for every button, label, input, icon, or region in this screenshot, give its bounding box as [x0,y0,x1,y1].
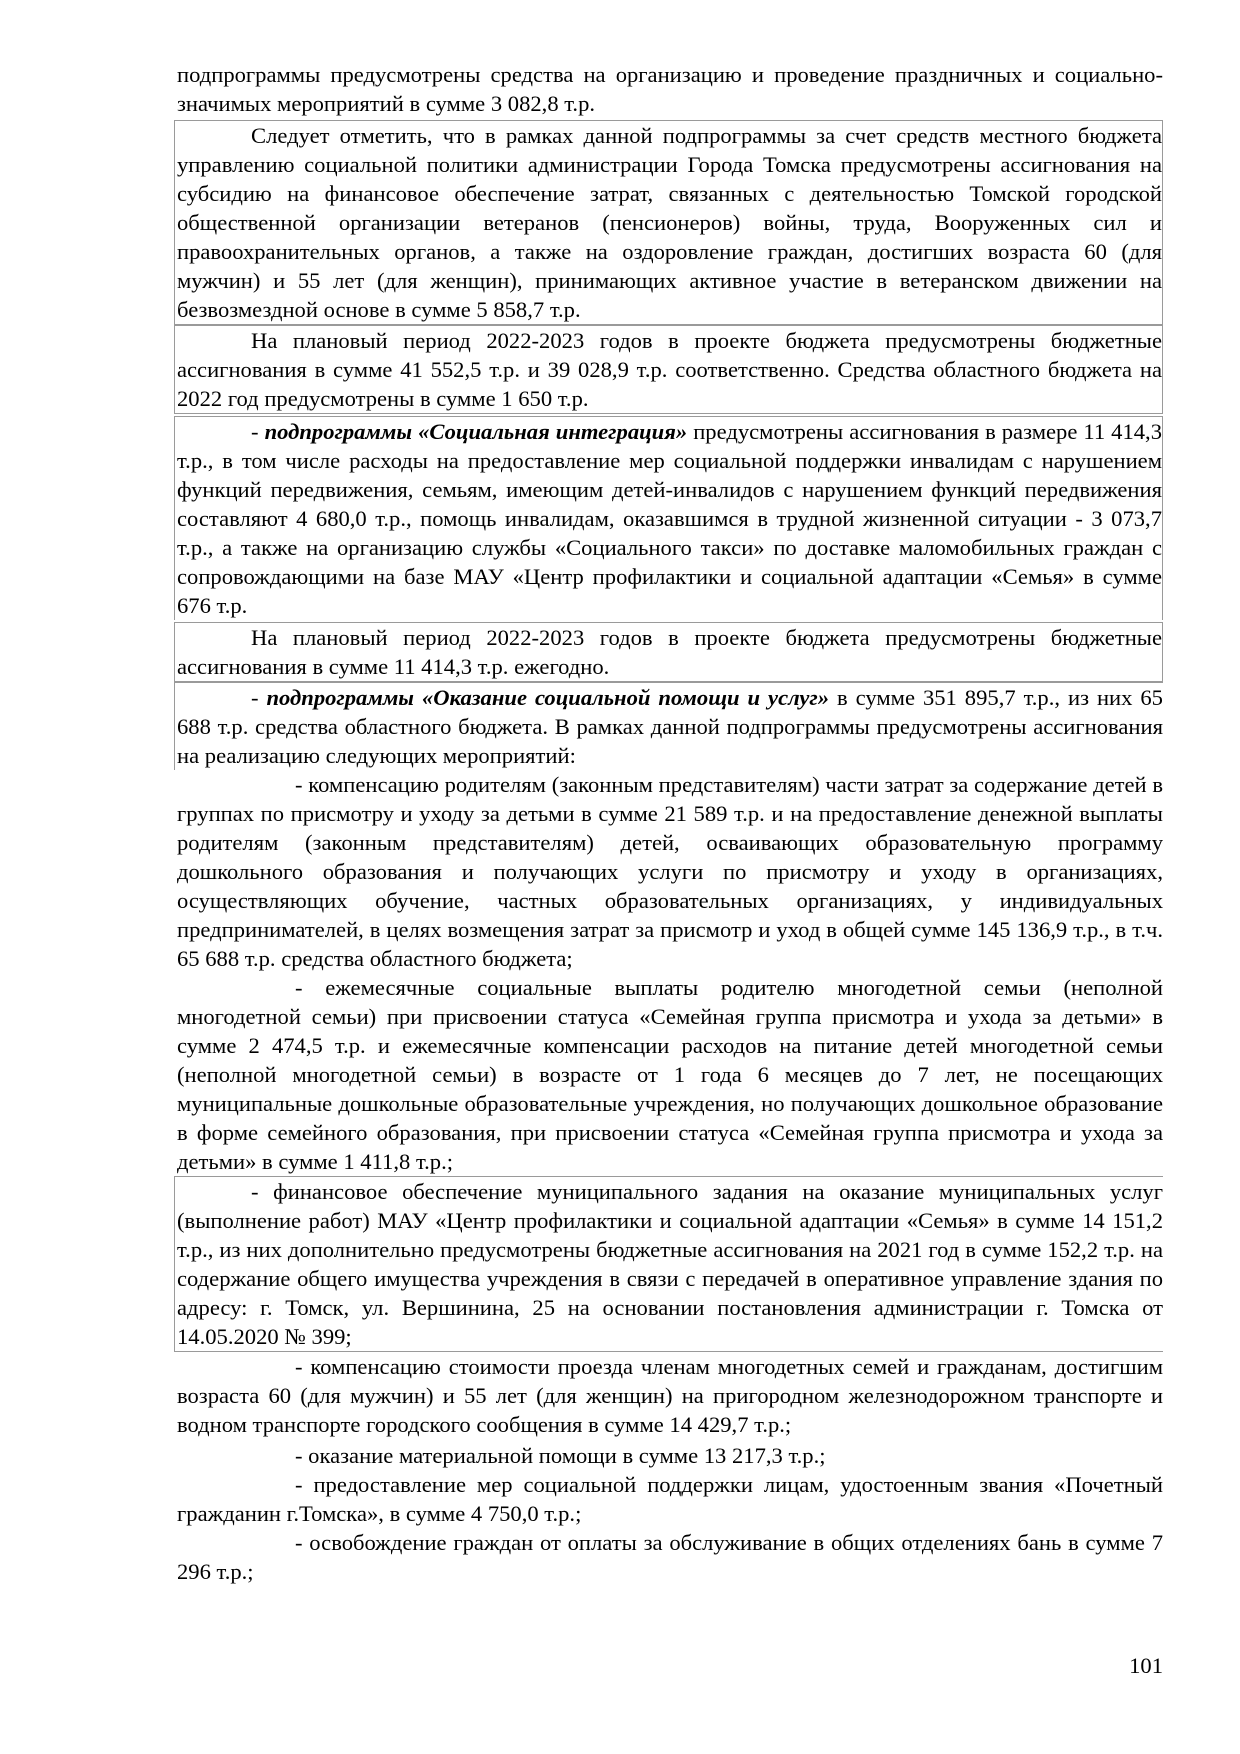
list-item-municipal-task: - финансовое обеспечение муниципального задания на оказание муниципальных услуг (выполнение работ) МАУ «Центр профилактики и социальной адаптации «Семья» в сумме 14 151,2 т.р., из них дополнительно предусмотрены бюджетные ассигнования на 2021 год в сумме 152,2 т.р. на содержание общего имущества учреждения в связи с передачей в оперативное управление здания по адресу: г. Томск, ул. Вершинина, 25 на основании постановления администрации г. Томска от 14.05.2020 № 399; [174,1176,1163,1352]
subprogram-title-social-integration: подпрограммы «Социальная интеграция» [264,419,688,444]
list-item-travel-compensation: - компенсацию стоимости проезда членам многодетных семей и гражданам, достигшим возраста 60 (для мужчин) и 55 лет (для женщин) на пригородном железнодорожном транспорте и водном транспорте городского сообщения в сумме 14 429,7 т.р.; [177,1354,1163,1437]
paragraph-veterans-subsidy: Следует отметить, что в рамках данной подпрограммы за счет средств местного бюджета управлению социальной политики администрации Города Томска предусмотрены ассигнования на субсидию на финансовое обеспечение затрат, связанных с деятельностью Томской городской общественной организации ветеранов (пенсионеров) войны, труда, Вооруженных сил и правоохранительных органов, а также на оздоровление граждан, достигших возраста 60 (для мужчин) и 55 лет (для женщин), принимающих активное участие в ветеранском движении на безвозмездной основе в сумме 5 858,7 т.р. [174,120,1163,325]
paragraph-social-integration [174,416,1163,620]
list-item-material-help: - оказание материальной помощи в сумме 13 217,3 т.р.; [295,1443,826,1468]
paragraph-text: в сумме 351 895,7 т.р., из них 65 688 т.р. средства областного бюджета. В рамках данной подпрограммы предусмотрены ассигнования на реализацию следующих мероприятий: [177,685,1163,768]
list-dash: - [251,685,267,710]
subprogram-title-social-help: подпрограммы «Оказание социальной помощи и услуг» [266,685,830,710]
page-number: 101 [1129,1653,1163,1678]
paragraph-1: подпрограммы предусмотрены средства на организацию и проведение праздничных и социально-значимых мероприятий в сумме 3 082,8 т.р. [177,62,1163,116]
list-item-monthly-payments: - ежемесячные социальные выплаты родителю многодетной семьи (неполной многодетной семьи) при присвоении статуса «Семейная группа присмотра и ухода за детьми» в сумме 2 474,5 т.р. и ежемесячные компенсации расходов на питание детей многодетной семьи (неполной многодетной семьи) в возрасте от 1 года 6 месяцев до 7 лет, не посещающих муниципальные дошкольные образовательные учреждения, но получающих дошкольное образование в форме семейного образования, при присвоении статуса «Семейная группа присмотра и ухода за детьми» в сумме 1 411,8 т.р.; [177,975,1163,1174]
list-dash: - [251,419,265,444]
list-item-parent-compensation: - компенсацию родителям (законным представителям) части затрат за содержание детей в группах по присмотру и уходу за детьми в сумме 21 589 т.р. и на предоставление денежной выплаты родителям (законным представителям) детей, осваивающих образовательную программу дошкольного образования и получающих услуги по присмотру и уходу в организациях, осуществляющих обучение, частных образовательных организациях, у индивидуальных предпринимателей, в целях возмещения затрат за присмотр и уход в общей сумме 145 136,9 т.р., в т.ч. 65 688 т.р. средства областного бюджета; [177,772,1163,971]
paragraph-social-help [174,682,1163,770]
list-item-bath-exemption: - освобождение граждан от оплаты за обслуживание в общих отделениях бань в сумме 7 296 т.р.; [177,1530,1163,1584]
document-body [177,60,1163,1586]
list-item-honorary-citizen: - предоставление мер социальной поддержки лицам, удостоенным звания «Почетный гражданин г.Томска», в сумме 4 750,0 т.р.; [177,1472,1163,1526]
paragraph-planning-period-2: На плановый период 2022-2023 годов в проекте бюджета предусмотрены бюджетные ассигнования в сумме 11 414,3 т.р. ежегодно. [174,622,1163,682]
paragraph-planning-period-1: На плановый период 2022-2023 годов в проекте бюджета предусмотрены бюджетные ассигнования в сумме 41 552,5 т.р. и 39 028,9 т.р. соответственно. Средства областного бюджета на 2022 год предусмотрены в сумме 1 650 т.р. [174,325,1163,414]
paragraph-text: предусмотрены ассигнования в размере 11 414,3 т.р., в том числе расходы на предоставление мер социальной поддержки инвалидам с нарушением функций передвижения, семьям, имеющим детей-инвалидов с нарушением функций передвижения составляют 4 680,0 т.р., помощь инвалидам, оказавшимся в трудной жизненной ситуации - 3 073,7 т.р., а также на организацию службы «Социального такси» по доставке маломобильных граждан с сопровождающими на базе МАУ «Центр профилактики и социальной адаптации «Семья» в сумме 676 т.р. [177,419,1162,618]
